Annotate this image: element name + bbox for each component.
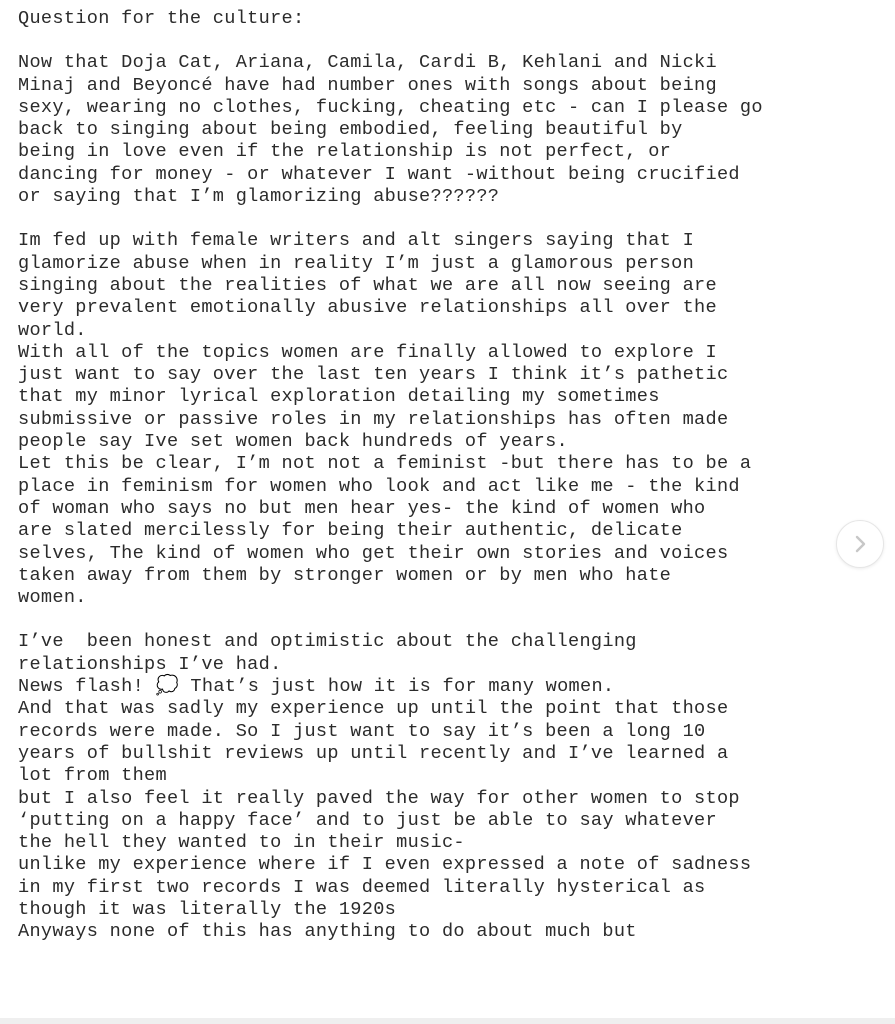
paragraph-1 <box>18 52 868 208</box>
text-line: just want to say over the last ten years I think it’s pathetic <box>18 364 729 386</box>
text-line: Minaj and Beyoncé have had number ones with songs about being <box>18 74 717 96</box>
chevron-right-icon <box>849 533 871 555</box>
paragraph-3 <box>18 631 868 943</box>
text-line: are slated mercilessly for being their authentic, delicate <box>18 520 683 542</box>
text-line: dancing for money - or whatever I want -without being crucified <box>18 163 740 185</box>
next-slide-button[interactable] <box>836 520 884 568</box>
paragraph-2 <box>18 230 868 609</box>
text-line: of woman who says no but men hear yes- the kind of women who <box>18 497 706 519</box>
text-line: but I also feel it really paved the way for other women to stop <box>18 787 740 809</box>
text-line: singing about the realities of what we are all now seeing are <box>18 274 717 296</box>
text-line: And that was sadly my experience up until the point that those <box>18 698 729 720</box>
text-line: Now that Doja Cat, Ariana, Camila, Cardi B, Kehlani and Nicki <box>18 52 717 74</box>
text-line: taken away from them by stronger women or by men who hate <box>18 564 672 586</box>
text-line: very prevalent emotionally abusive relationships all over the <box>18 297 717 319</box>
text-line: back to singing about being embodied, feeling beautiful by <box>18 119 683 141</box>
text-line: being in love even if the relationship is not perfect, or <box>18 141 672 163</box>
text-line: submissive or passive roles in my relationships has often made <box>18 408 729 430</box>
text-line: With all of the topics women are finally allowed to explore I <box>18 341 717 363</box>
text-line: people say Ive set women back hundreds of years. <box>18 431 568 453</box>
text-line: I’ve been honest and optimistic about the challenging <box>18 631 637 653</box>
typewritten-note <box>18 8 868 944</box>
text-line: records were made. So I just want to say it’s been a long 10 <box>18 720 706 742</box>
text-line: News flash! 💭 That’s just how it is for many women. <box>18 676 615 698</box>
text-line: place in feminism for women who look and act like me - the kind <box>18 475 740 497</box>
text-line: women. <box>18 587 87 609</box>
text-line: though it was literally the 1920s <box>18 898 397 920</box>
text-line: that my minor lyrical exploration detailing my sometimes <box>18 386 660 408</box>
text-line: Im fed up with female writers and alt singers saying that I <box>18 230 695 252</box>
text-line: relationships I’ve had. <box>18 653 282 675</box>
text-line: years of bullshit reviews up until recently and I’ve learned a <box>18 742 729 764</box>
text-line: lot from them <box>18 765 167 787</box>
text-line: sexy, wearing no clothes, fucking, cheating etc - can I please go <box>18 96 763 118</box>
text-line: in my first two records I was deemed literally hysterical as <box>18 876 706 898</box>
text-line: Let this be clear, I’m not not a feminist -but there has to be a <box>18 453 752 475</box>
text-line: ‘putting on a happy face’ and to just be able to say whatever <box>18 809 717 831</box>
text-line: or saying that I’m glamorizing abuse?????? <box>18 186 500 208</box>
text-line: glamorize abuse when in reality I’m just a glamorous person <box>18 252 695 274</box>
text-line: selves, The kind of women who get their own stories and voices <box>18 542 729 564</box>
bottom-divider <box>0 1018 895 1024</box>
text-line: unlike my experience where if I even expressed a note of sadness <box>18 854 752 876</box>
text-line: the hell they wanted to in their music- <box>18 832 465 854</box>
text-line: Anyways none of this has anything to do about much but <box>18 921 637 943</box>
text-line: world. <box>18 319 87 341</box>
note-title: Question for the culture: <box>18 8 305 29</box>
